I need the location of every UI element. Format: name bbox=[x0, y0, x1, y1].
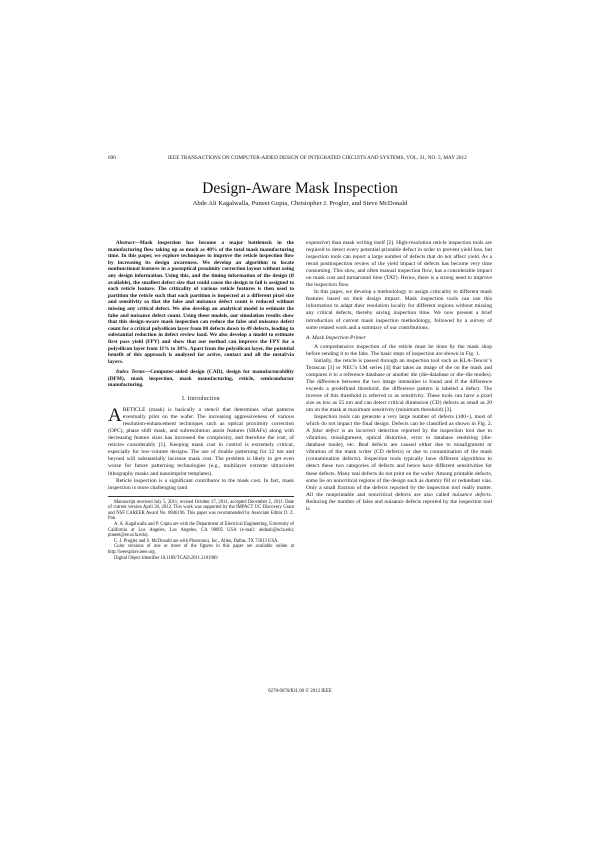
right-paragraph-4: Initially, the reticle is passed through an inspection tool such as KLA-Tencor’s Terascan [3] or NEC’s LM series [4] that takes an image of die on the mask and compares it to a reference database or another die (die-database or die–die modes). The difference between the two image intensities is found and if the difference exceeds a predefined threshold, the difference pattern is labeled a defect. The inverse of this threshold is referred to as sensitivity. These tools can have a pixel size as low as 55 nm and can detect critical dimension (CD) defects as small as 20 nm on the mask at maximum sensitivity (minimum threshold) [3]. bbox=[306, 357, 492, 414]
right-paragraph-1: expensive) than mask writing itself [2]. High-resolution reticle inspection tools are required to detect every potential printable defect in order to prevent yield loss, but inspection tools can report a large number of defects that do not affect yield. As a result postinspection review of the yield impact of defects has become very time consuming. This slow, and often manual inspection flow, has a considerable impact on mask cost and turnaround time (TAT). Hence, there is a strong need to improve the inspection flow. bbox=[306, 240, 492, 289]
drop-cap: A bbox=[108, 405, 122, 427]
index-terms-label: Index Terms bbox=[116, 369, 145, 376]
author-list: Abde Ali Kagalwalla, Puneet Gupta, Christopher J. Progler, and Steve McDonald bbox=[192, 200, 408, 207]
footnotes bbox=[108, 496, 294, 562]
right-paragraph-5 bbox=[306, 414, 492, 513]
intro-paragraph-2: Reticle inspection is a significant contributor to the mask cost. In fact, mask inspection is more challenging (and bbox=[108, 477, 294, 491]
term-nuisance-defects: nuisance defects bbox=[452, 491, 491, 498]
page-number: 690 bbox=[108, 155, 116, 161]
p5-text-a: Inspection tools can generate a very large number of defects (100+), most of which do not impact the final design. Defects can be classified as shown in Fig. 2. A bbox=[306, 414, 492, 435]
footnote-authors-photronics: C. J. Progler and S. McDonald are with Photronics, Inc., Allen, Dallas, TX 75013 USA. bbox=[114, 538, 279, 544]
subsection-heading-mask-inspection-primer: A. Mask Inspection Primer bbox=[306, 334, 366, 341]
running-head: IEEE TRANSACTIONS ON COMPUTER-AIDED DESIGN OF INTEGRATED CIRCUITS AND SYSTEMS, VOL. 31, NO. 5, MAY 2012 bbox=[168, 155, 467, 161]
intro-paragraph-1 bbox=[108, 407, 294, 477]
index-terms-text: —Computer-aided design (CAD), design for manufacturability (DFM), mask inspection, mask manufacturing, reticle, semiconductor manufacturing. bbox=[108, 369, 294, 389]
right-column bbox=[306, 240, 492, 513]
section-heading-introduction: I. Introduction bbox=[182, 396, 220, 403]
right-paragraph-3: A comprehensive inspection of the reticle must be done by the mask shop before sending it to the fabs. The basic steps of inspection are shown in Fig. 1. bbox=[306, 343, 492, 357]
abstract bbox=[108, 240, 294, 365]
left-column bbox=[108, 240, 294, 561]
intro-p1-text: (mask) is basically a stencil that determines what patterns eventually print on the wafer. The increasing aggressiveness of various resolution-enhancement techniques such as optical proximity correction (OPC), phase shift mask, and subresolution assist features (SRAFs) along with decreasing feature sizes has increased the complexity, and therefore the cost, of reticles considerably [1]. Keeping mask cost in control is extremely critical, especially for low-volume designs. The use of double patterning for 22 nm and beyond will substantially increase mask cost. The problem is likely to get even worse for future patterning technologies (e.g., multilayer extreme ultraviolet lithography masks and nanoimprint templates). bbox=[108, 407, 294, 477]
footnote-authors-ucla: A. A. Kagalwalla and P. Gupta are with the Department of Electrical Engineering, University of California at Los Angeles, Los Angeles, CA 90095 USA (e-mail: abdeali@ucla.edu; puneet@ee.ucla.edu). bbox=[108, 522, 294, 539]
intro-first-word: RETICLE bbox=[122, 407, 146, 414]
abstract-label: Abstract bbox=[116, 240, 135, 246]
footnote-manuscript: Manuscript received July 5, 2011; revised October 27, 2011; accepted December 2, 2011. Date of current version April 20, 2012. This work was supported by the IMPACT UC Discovery Grant and NSF CAREER Award No. 0846196. This paper was recommended by Associate Editor D. Z. Pan. bbox=[108, 499, 294, 522]
paper-title: Design-Aware Mask Inspection bbox=[202, 180, 398, 197]
p5-text-c: . Reducing the number of false and nuisance defects reported by the inspection tool is bbox=[306, 491, 492, 512]
right-paragraph-2: In this paper, we develop a methodology to assign criticality to different mask features based on their design impact. Mask inspection tools can use this information to adapt their resolution locally for different regions without missing any critical defects, thereby saving inspection time. We now present a brief introduction of current mask inspection methodology, followed by a survey of some related work and a summary of our contributions. bbox=[306, 289, 492, 331]
copyright-line: 0278-0070/$31.00 © 2012 IEEE bbox=[268, 689, 332, 694]
term-false-defect: false defect bbox=[312, 428, 339, 435]
p5-text-b: is an incorrect detection reported by the inspection tool due to vibration, misalignment, optical distortion, error in database rendering (die-database mode), etc. Real defects are caused either due to misalignment or vibration of the mask writer (CD defects) or due to contamination of the mask (contamination defects). Inspection tools typically have different algorithms to detect these two categories of defects and hence have different sensitivities for these defects. Many real defects do not print on the wafer. Among printable defects, some lie on noncritical regions of the design such as dummy fill or redundant vias. Only a small fraction of the defects reported by the inspection tool really matter. All the nonprintable and noncritical defects are also called bbox=[306, 428, 492, 498]
footnote-doi: Digital Object Identifier 10.1109/TCAD.2011.2181909 bbox=[114, 555, 218, 561]
index-terms bbox=[108, 369, 294, 389]
abstract-text: —Mask inspection has become a major bottleneck in the manufacturing flow taking up as much as 40% of the total mask manufacturing time. In this paper, we explore techniques to improve the reticle inspection flow by increasing its design awareness. We develop an algorithm to locate nonfunctional features in a postoptical proximity correction layout without using any design information. Using this, and the timing information of the design (if available), the smallest defect size that could cause the design to fail is assigned to each reticle feature. The criticality of various reticle features is then used to partition the reticle such that each partition is inspected at a different pixel size and sensitivity so that the false and nuisance defect count is reduced without missing any critical defect. We also develop an analytical model to estimate the false and nuisance defect count. Using these models, our simulation results show that this design-aware mask inspection can reduce the false and nuisance defect count for a critical polysilicon layer from 80 defects down to 49 defects, leading to substantial reduction in defect review load. We also develop a model to estimate first pass yield (FPY) and show that our method can improve the FPY for a polysilicon layer from 11% to 30%. Apart from the polysilicon layer, the potential benefit of this approach is analyzed for active, contact and all the metal/via layers. bbox=[108, 240, 294, 365]
footnote-color-versions: Color versions of one or more of the figures in this paper are available online at http://ieeexplore.ieee.org. bbox=[108, 544, 294, 556]
